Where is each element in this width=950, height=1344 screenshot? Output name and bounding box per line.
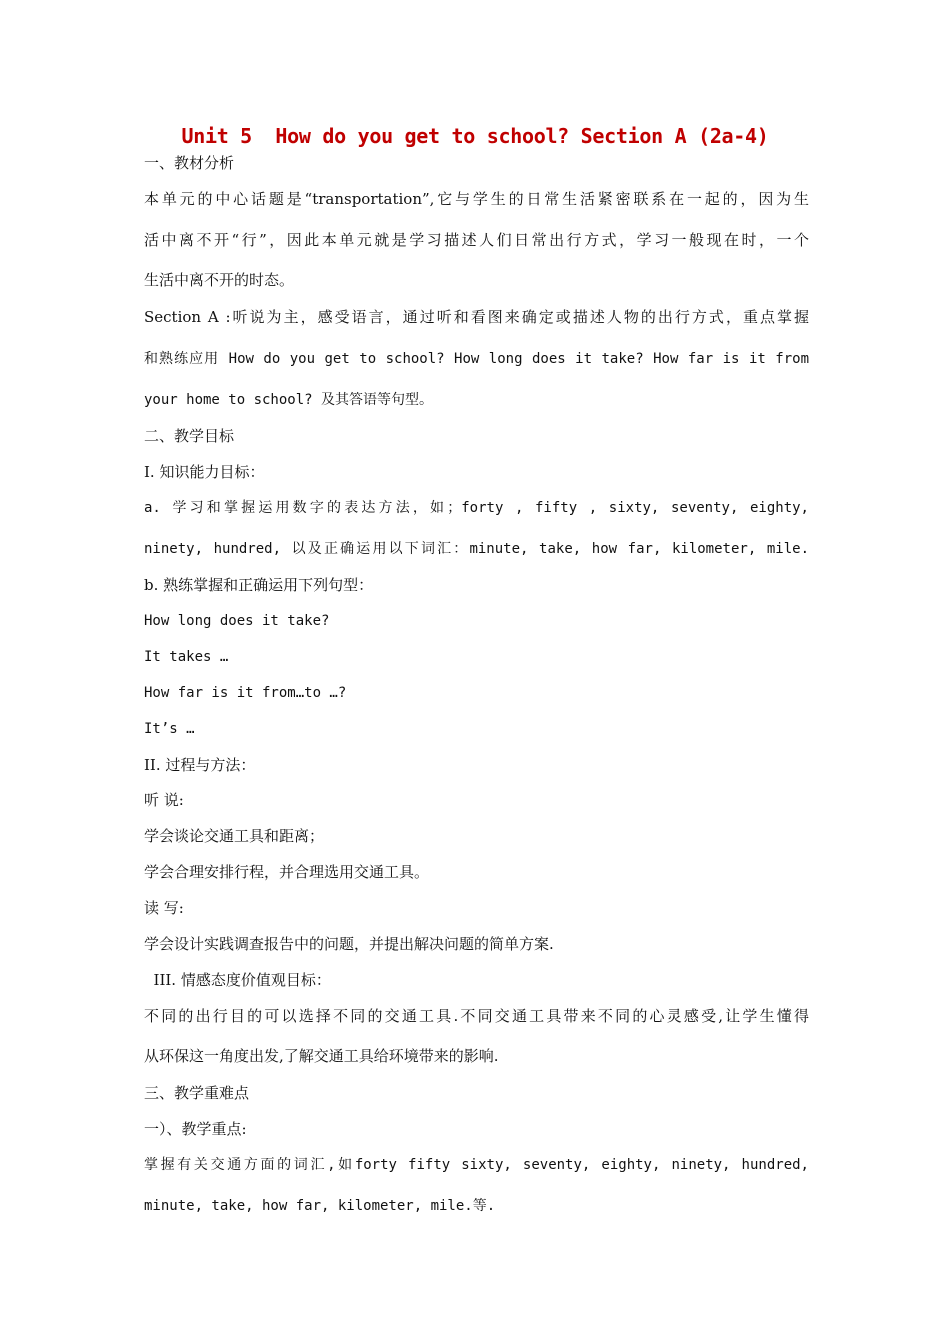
sentence-pattern: It takes … xyxy=(144,649,229,665)
paragraph-line: 学会合理安排行程，并合理选用交通工具。 xyxy=(144,863,430,881)
paragraph-line: 掌握有关交通方面的词汇,如forty fifty sixty, seventy, eighty, ninety, hundred, xyxy=(144,1157,809,1173)
paragraph-line: 学会谈论交通工具和距离； xyxy=(144,827,325,845)
sentence-pattern: How long does it take? xyxy=(144,613,330,629)
paragraph-line: 活中离不开“行”，因此本单元就是学习描述人们日常出行方式，学习一般现在时，一个 xyxy=(144,231,809,249)
sentence-pattern: How far is it from…to …? xyxy=(144,685,347,701)
paragraph-line: 不同的出行目的可以选择不同的交通工具.不同交通工具带来不同的心灵感受,让学生懂得 xyxy=(144,1007,809,1025)
subheading: II. 过程与方法： xyxy=(144,756,256,774)
paragraph-line: 学会设计实践调查报告中的问题，并提出解决问题的简单方案. xyxy=(144,935,554,953)
section-heading-2: 二、教学目标 xyxy=(144,427,235,445)
section-heading-3: 三、教学重难点 xyxy=(144,1084,250,1102)
document-title: Unit 5 How do you get to school? Section A (2a-4) xyxy=(181,124,769,148)
list-item: b. 熟练掌握和正确运用下列句型： xyxy=(144,576,374,594)
paragraph-line: 和熟练应用 How do you get to school? How long does it take? How far is it from xyxy=(144,351,809,367)
paragraph-line: 从环保这一角度出发,了解交通工具给环境带来的影响. xyxy=(144,1047,499,1065)
subheading: 一）、教学重点: xyxy=(144,1120,247,1138)
list-item: ninety, hundred, 以及正确运用以下词汇：minute, take, how far, kilometer, mile. xyxy=(144,541,809,557)
paragraph-line: 读 写: xyxy=(144,899,184,917)
sentence-pattern: It’s … xyxy=(144,721,195,737)
paragraph-line: your home to school? 及其答语等句型。 xyxy=(144,392,434,408)
paragraph-line: 听 说: xyxy=(144,791,184,809)
paragraph-line: 本单元的中心话题是“transportation”,它与学生的日常生活紧密联系在一起的，因为生 xyxy=(144,190,809,208)
section-heading-1: 一、教材分析 xyxy=(144,154,235,172)
list-item: a. 学习和掌握运用数字的表达方法，如；forty , fifty , sixty, seventy, eighty, xyxy=(144,500,809,516)
subheading: III. 情感态度价值观目标： xyxy=(144,971,331,989)
paragraph-line: Section A :听说为主，感受语言，通过听和看图来确定或描述人物的出行方式，重点掌握 xyxy=(144,308,809,326)
paragraph-line: minute, take, how far, kilometer, mile.等. xyxy=(144,1198,496,1214)
paragraph-line: 生活中离不开的时态。 xyxy=(144,271,295,289)
subheading: I. 知识能力目标： xyxy=(144,463,265,481)
